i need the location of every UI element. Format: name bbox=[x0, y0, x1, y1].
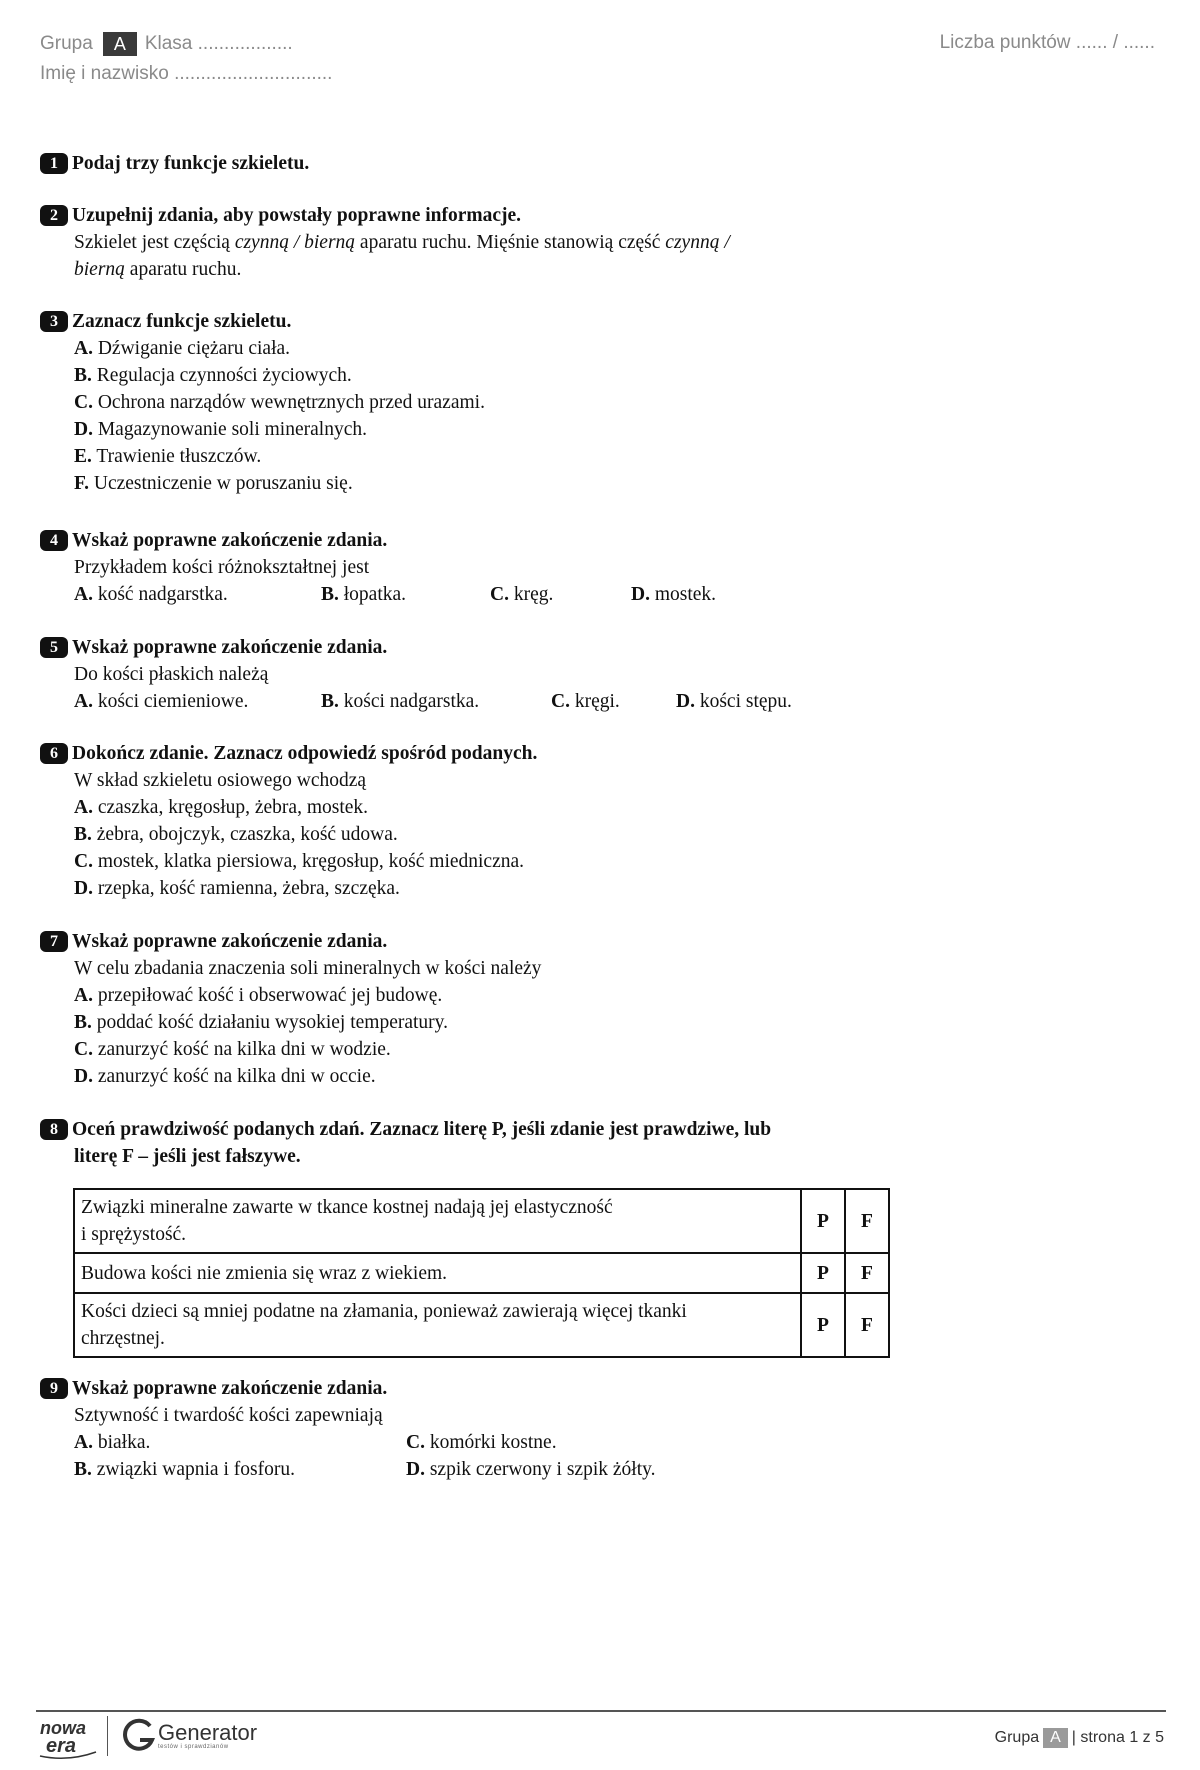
statement-cell: Kości dzieci są mniej podatne na złamania, ponieważ zawierają więcej tkanki chrzęstnej. bbox=[74, 1293, 801, 1357]
question-6 bbox=[40, 740, 1160, 902]
choice-italic[interactable]: czynną / bierną bbox=[234, 232, 356, 253]
false-option[interactable]: F bbox=[845, 1253, 889, 1293]
generator-title: Generator bbox=[158, 1720, 258, 1745]
option-d[interactable]: D. Magazynowanie soli mineralnych. bbox=[74, 419, 367, 440]
question-number: 1 bbox=[40, 153, 68, 174]
question-number: 6 bbox=[40, 743, 68, 764]
true-option[interactable]: P bbox=[801, 1293, 845, 1357]
page-number: | strona 1 z 5 bbox=[1071, 1729, 1164, 1746]
question-stem: Przykładem kości różnokształtnej jest bbox=[74, 557, 370, 578]
question-text bbox=[40, 229, 1160, 283]
class-label: Klasa .................. bbox=[144, 33, 293, 54]
option-c[interactable]: C. zanurzyć kość na kilka dni w wodzie. bbox=[74, 1039, 391, 1060]
question-2 bbox=[40, 202, 1160, 283]
question-stem: W celu zbadania znaczenia soli mineralnych w kości należy bbox=[74, 958, 542, 979]
true-option[interactable]: P bbox=[801, 1189, 845, 1253]
table-row bbox=[74, 1293, 889, 1357]
question-number: 4 bbox=[40, 530, 68, 551]
question-stem: Do kości płaskich należą bbox=[74, 664, 269, 685]
text-part: aparatu ruchu. bbox=[124, 259, 242, 280]
option-a[interactable]: A. Dźwiganie ciężaru ciała. bbox=[74, 338, 291, 359]
question-title: Wskaż poprawne zakończenie zdania. bbox=[72, 637, 388, 658]
group-label: Grupa bbox=[40, 33, 93, 54]
option-e[interactable]: E. Trawienie tłuszczów. bbox=[74, 446, 262, 467]
options-list bbox=[40, 335, 1160, 497]
question-7 bbox=[40, 928, 1160, 1090]
generator-logo bbox=[120, 1716, 257, 1756]
question-stem: Sztywność i twardość kości zapewniają bbox=[74, 1405, 383, 1426]
question-title: Zaznacz funkcje szkieletu. bbox=[72, 311, 292, 332]
svg-text:era: era bbox=[46, 1735, 77, 1757]
option-a[interactable]: A. białka. bbox=[74, 1432, 151, 1453]
question-title: Uzupełnij zdania, aby powstały poprawne informacje. bbox=[72, 205, 522, 226]
option-d[interactable]: D. kości stępu. bbox=[676, 691, 792, 712]
option-b[interactable]: B. poddać kość działaniu wysokiej temperatury. bbox=[74, 1012, 449, 1033]
question-4 bbox=[40, 527, 1160, 608]
statement-cell: Budowa kości nie zmienia się wraz z wiekiem. bbox=[74, 1253, 801, 1293]
question-title: Wskaż poprawne zakończenie zdania. bbox=[72, 931, 388, 952]
option-b[interactable]: B. kości nadgarstka. bbox=[321, 691, 480, 712]
header-group-class bbox=[40, 32, 293, 56]
option-c[interactable]: C. kręgi. bbox=[551, 691, 620, 712]
choice-italic[interactable]: czynną / bbox=[665, 232, 730, 253]
question-title-cont: literę F – jeśli jest fałszywe. bbox=[74, 1146, 301, 1167]
options-row bbox=[74, 688, 1160, 715]
footer-group-badge: A bbox=[1043, 1728, 1068, 1748]
options-row bbox=[74, 581, 1160, 608]
question-title: Wskaż poprawne zakończenie zdania. bbox=[72, 530, 388, 551]
choice-italic[interactable]: bierną bbox=[74, 259, 125, 280]
true-option[interactable]: P bbox=[801, 1253, 845, 1293]
question-9 bbox=[40, 1375, 1160, 1483]
question-title: Oceń prawdziwość podanych zdań. Zaznacz literę P, jeśli zdanie jest prawdziwe, lub bbox=[72, 1119, 772, 1140]
option-d[interactable]: D. rzepka, kość ramienna, żebra, szczęka. bbox=[74, 878, 400, 899]
false-option[interactable]: F bbox=[845, 1293, 889, 1357]
generator-subtitle: testów i sprawdzianów bbox=[158, 1744, 229, 1750]
question-8 bbox=[40, 1116, 1160, 1170]
option-c[interactable]: C. komórki kostne. bbox=[406, 1432, 557, 1453]
generator-g-icon bbox=[120, 1716, 158, 1756]
question-title: Dokończ zdanie. Zaznacz odpowiedź spośród podanych. bbox=[72, 743, 538, 764]
footer-divider bbox=[36, 1710, 1166, 1712]
table-row bbox=[74, 1189, 889, 1253]
option-b[interactable]: B. związki wapnia i fosforu. bbox=[74, 1459, 295, 1480]
question-number: 5 bbox=[40, 637, 68, 658]
option-a[interactable]: A. kości ciemieniowe. bbox=[74, 691, 249, 712]
question-number: 8 bbox=[40, 1119, 68, 1140]
option-b[interactable]: B. żebra, obojczyk, czaszka, kość udowa. bbox=[74, 824, 398, 845]
option-d[interactable]: D. szpik czerwony i szpik żółty. bbox=[406, 1459, 656, 1480]
false-option[interactable]: F bbox=[845, 1189, 889, 1253]
text-part: Szkielet jest częścią bbox=[74, 232, 235, 253]
table-row bbox=[74, 1253, 889, 1293]
option-d[interactable]: D. zanurzyć kość na kilka dni w occie. bbox=[74, 1066, 376, 1087]
question-number: 2 bbox=[40, 205, 68, 226]
footer-group-label: Grupa bbox=[994, 1729, 1040, 1746]
option-b[interactable]: B. łopatka. bbox=[321, 584, 407, 605]
question-title: Podaj trzy funkcje szkieletu. bbox=[72, 153, 310, 174]
option-f[interactable]: F. Uczestniczenie w poruszaniu się. bbox=[74, 473, 353, 494]
question-number: 9 bbox=[40, 1378, 68, 1399]
question-1 bbox=[40, 150, 1160, 177]
question-number: 7 bbox=[40, 931, 68, 952]
page-indicator bbox=[995, 1728, 1164, 1748]
option-c[interactable]: C. mostek, klatka piersiowa, kręgosłup, kość miedniczna. bbox=[74, 851, 525, 872]
question-title: Wskaż poprawne zakończenie zdania. bbox=[72, 1378, 388, 1399]
option-d[interactable]: D. mostek. bbox=[631, 584, 717, 605]
statement-cell: Związki mineralne zawarte w tkance kostnej nadają jej elastyczność i sprężystość. bbox=[74, 1189, 801, 1253]
group-badge: A bbox=[103, 32, 137, 56]
question-stem: W skład szkieletu osiowego wchodzą bbox=[74, 770, 367, 791]
nowa-era-logo-icon bbox=[38, 1716, 100, 1760]
option-a[interactable]: A. przepiłować kość i obserwować jej budowę. bbox=[74, 985, 443, 1006]
option-c[interactable]: C. Ochrona narządów wewnętrznych przed urazami. bbox=[74, 392, 485, 413]
question-3 bbox=[40, 308, 1160, 497]
option-a[interactable]: A. czaszka, kręgosłup, żebra, mostek. bbox=[74, 797, 369, 818]
question-number: 3 bbox=[40, 311, 68, 332]
svg-text:nowa: nowa bbox=[40, 1718, 87, 1738]
text-part: aparatu ruchu. Mięśnie stanowią część bbox=[355, 232, 666, 253]
footer-separator bbox=[107, 1716, 108, 1756]
option-a[interactable]: A. kość nadgarstka. bbox=[74, 584, 228, 605]
points-label: Liczba punktów ...... / ...... bbox=[939, 32, 1155, 53]
option-b[interactable]: B. Regulacja czynności życiowych. bbox=[74, 365, 352, 386]
true-false-table bbox=[73, 1188, 890, 1358]
name-label: Imię i nazwisko .............................. bbox=[40, 63, 333, 84]
option-c[interactable]: C. kręg. bbox=[490, 584, 554, 605]
question-5 bbox=[40, 634, 1160, 715]
nowa-era-logo bbox=[38, 1716, 100, 1765]
